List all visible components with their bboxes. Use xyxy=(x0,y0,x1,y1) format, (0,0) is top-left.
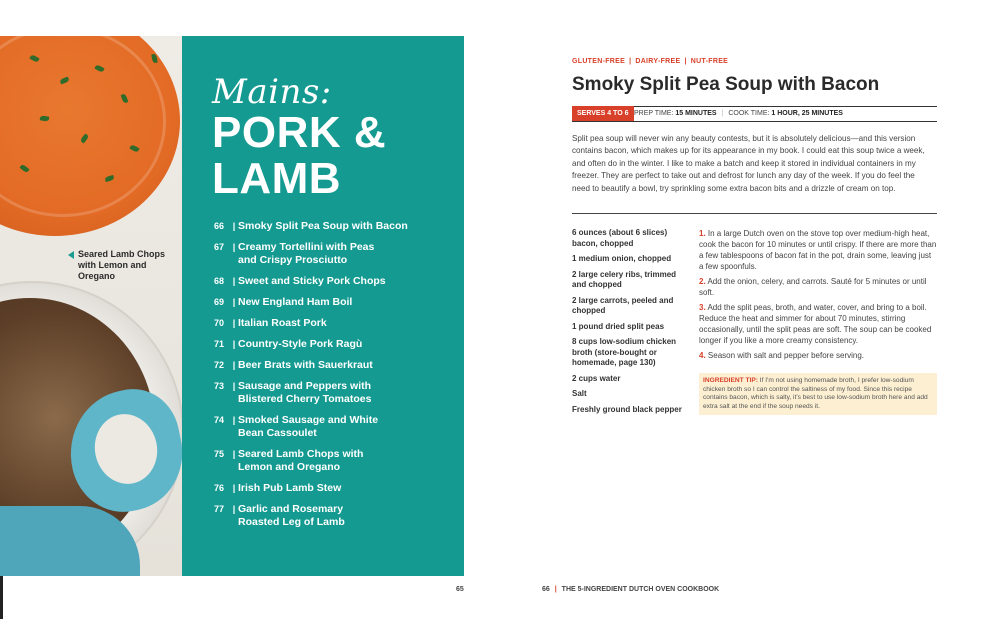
toc-entry xyxy=(214,241,454,267)
chapter-heading-line1: PORK & xyxy=(212,108,387,157)
photo-caption xyxy=(78,249,178,282)
table-of-contents xyxy=(214,220,454,537)
toc-title xyxy=(238,448,448,474)
step-text: In a large Dutch oven on the stove top over medium-high heat, cook the bacon for 10 minutes or until crispy. If there are more than a few tablespoons of bacon fat in the pot, drain some, leaving just a few spoonfuls. xyxy=(699,229,937,271)
toc-title-line1: Irish Pub Lamb Stew xyxy=(238,482,342,494)
toc-page-number: 77 xyxy=(214,504,225,514)
toc-page-number: 72 xyxy=(214,360,225,370)
method-step xyxy=(699,276,937,298)
toc-entry xyxy=(214,448,454,474)
toc-page-number: 75 xyxy=(214,449,225,459)
meta-separator: | xyxy=(721,110,724,117)
toc-separator: | xyxy=(232,504,236,514)
ingredient-item: 1 medium onion, chopped xyxy=(572,254,672,263)
tag-separator: | xyxy=(684,58,687,65)
book-title: THE 5-INGREDIENT DUTCH OVEN COOKBOOK xyxy=(561,586,720,593)
food-photo xyxy=(0,36,182,576)
running-footer xyxy=(542,586,719,593)
toc-entry xyxy=(214,359,454,372)
toc-title-line1: Garlic and Rosemary xyxy=(238,503,344,515)
toc-separator: | xyxy=(232,449,236,459)
step-text: Add the onion, celery, and carrots. Sauté for 5 minutes or until soft. xyxy=(699,277,927,297)
cook-value: 1 HOUR, 25 MINUTES xyxy=(771,110,843,117)
method-step xyxy=(699,228,937,272)
ingredient-item: 8 cups low-sodium chicken broth (store-bought or homemade, page 130) xyxy=(572,337,677,367)
toc-title-line2: Bean Cassoulet xyxy=(238,427,317,439)
toc-entry xyxy=(214,380,454,406)
step-number: 4. xyxy=(699,351,706,360)
toc-title-line1: Creamy Tortellini with Peas xyxy=(238,241,375,253)
toc-title xyxy=(238,241,448,267)
caption-text: Seared Lamb Chops with Lemon and Oregano xyxy=(78,249,166,281)
toc-title xyxy=(238,220,448,233)
toc-title-line2: Blistered Cherry Tomatoes xyxy=(238,393,372,405)
chapter-script-heading: Mains: xyxy=(212,72,332,112)
meta-bottom-rule xyxy=(572,121,937,122)
diet-tag: GLUTEN-FREE xyxy=(572,58,626,65)
caption-arrow-icon xyxy=(68,251,74,259)
toc-title-line1: Smoky Split Pea Soup with Bacon xyxy=(238,220,408,232)
ingredient-item: 2 large carrots, peeled and chopped xyxy=(572,295,674,315)
toc-title xyxy=(238,317,448,330)
toc-page-number: 69 xyxy=(214,297,225,307)
toc-title xyxy=(238,503,448,529)
toc-title xyxy=(238,359,448,372)
toc-title xyxy=(238,338,448,351)
toc-entry xyxy=(214,338,454,351)
ingredient-item: 6 ounces (about 6 slices) bacon, chopped xyxy=(572,228,668,248)
page-number-right: 66 xyxy=(542,586,550,593)
ingredient-list xyxy=(572,228,687,420)
toc-title-line1: Country-Style Pork Ragù xyxy=(238,338,363,350)
toc-title-line1: Seared Lamb Chops with xyxy=(238,448,364,460)
toc-entry xyxy=(214,317,454,330)
toc-title xyxy=(238,275,448,288)
toc-title-line1: Sweet and Sticky Pork Chops xyxy=(238,275,386,287)
chapter-heading xyxy=(212,110,386,202)
toc-title-line1: Sausage and Peppers with xyxy=(238,380,372,392)
method-step xyxy=(699,302,937,346)
cook-label: COOK TIME: xyxy=(728,110,770,117)
toc-title-line2: Lemon and Oregano xyxy=(238,461,341,473)
toc-page-number: 70 xyxy=(214,318,225,328)
recipe-intro: Split pea soup will never win any beauty contests, but it is absolutely delicious—and this version contains bacon, which makes up for its appearance in my book. I could eat this soup twice a week, and often do in the winter. I like to make a batch and keep it stored in individual containers in my freezer. They are perfect to take out and defrost for lunch any day of the week. If you do feel the need to beautify a bowl, try sprinkling some extra bacon bits and a drizzle of cream on top. xyxy=(572,134,925,193)
toc-page-number: 74 xyxy=(214,415,225,425)
ingredient-item: Salt xyxy=(572,389,587,398)
toc-entry xyxy=(214,296,454,309)
toc-entry xyxy=(214,503,454,529)
toc-entry xyxy=(214,414,454,440)
method-step xyxy=(699,350,937,361)
toc-separator: | xyxy=(232,483,236,493)
ingredient-tip-box xyxy=(699,373,937,415)
section-divider xyxy=(572,213,937,214)
diet-tag: NUT-FREE xyxy=(690,58,729,65)
time-info xyxy=(634,106,937,121)
toc-title-line1: Smoked Sausage and White xyxy=(238,414,379,426)
toc-separator: | xyxy=(232,381,236,391)
step-number: 2. xyxy=(699,277,706,286)
toc-title-line2: Roasted Leg of Lamb xyxy=(238,516,345,528)
method-steps xyxy=(699,228,937,365)
chapter-heading-line2: LAMB xyxy=(212,154,342,203)
page-number-left: 65 xyxy=(456,586,464,593)
toc-entry xyxy=(214,482,454,495)
tip-label: INGREDIENT TIP: xyxy=(703,377,758,384)
toc-title-line1: Italian Roast Pork xyxy=(238,317,327,329)
toc-page-number: 71 xyxy=(214,339,225,349)
ingredient-item: 2 cups water xyxy=(572,373,621,383)
ingredient-item: Freshly ground black pepper xyxy=(572,404,682,414)
recipe-meta-bar xyxy=(572,106,937,121)
prep-value: 15 MINUTES xyxy=(675,110,717,117)
toc-separator: | xyxy=(232,242,236,252)
toc-title-line1: Beer Brats with Sauerkraut xyxy=(238,359,373,371)
toc-separator: | xyxy=(232,339,236,349)
step-number: 1. xyxy=(699,229,706,238)
toc-title xyxy=(238,296,448,309)
toc-entry xyxy=(214,275,454,288)
serves-badge: SERVES 4 TO 6 xyxy=(572,106,634,121)
toc-page-number: 76 xyxy=(214,483,225,493)
toc-separator: | xyxy=(232,276,236,286)
ingredient-item: 2 large celery ribs, trimmed and chopped xyxy=(572,269,677,289)
toc-title-line2: and Crispy Prosciutto xyxy=(238,254,348,266)
toc-separator: | xyxy=(232,297,236,307)
toc-page-number: 66 xyxy=(214,221,225,231)
toc-page-number: 68 xyxy=(214,276,225,286)
toc-entry xyxy=(214,220,454,233)
toc-separator: | xyxy=(232,221,236,231)
toc-page-number: 67 xyxy=(214,242,225,252)
toc-separator: | xyxy=(232,415,236,425)
toc-title xyxy=(238,380,448,406)
toc-page-number: 73 xyxy=(214,381,225,391)
tip-text: If I'm not using homemade broth, I prefer low-sodium chicken broth so I can control the saltiness of my food. Since this recipe contains bacon, which is salty, it's best to use low-sodium broth here and add extra salt at the end if the soup needs it. xyxy=(703,377,928,410)
diet-tag: DAIRY-FREE xyxy=(635,58,681,65)
step-number: 3. xyxy=(699,303,706,312)
toc-separator: | xyxy=(232,360,236,370)
toc-title xyxy=(238,414,448,440)
toc-title xyxy=(238,482,448,495)
diet-tags xyxy=(572,58,732,65)
recipe-title: Smoky Split Pea Soup with Bacon xyxy=(572,74,880,95)
toc-title-line1: New England Ham Boil xyxy=(238,296,353,308)
toc-separator: | xyxy=(232,318,236,328)
step-text: Add the split peas, broth, and water, cover, and bring to a boil. Reduce the heat and simmer for about 70 minutes, stirring occasionally, until the split peas are soft. The soup can be cooked longer if you like a more creamy consistency. xyxy=(699,303,932,345)
footer-separator: | xyxy=(554,586,557,593)
tag-separator: | xyxy=(629,58,632,65)
ingredient-item: 1 pound dried split peas xyxy=(572,321,665,331)
prep-label: PREP TIME: xyxy=(634,110,674,117)
step-text: Season with salt and pepper before serving. xyxy=(707,351,865,360)
